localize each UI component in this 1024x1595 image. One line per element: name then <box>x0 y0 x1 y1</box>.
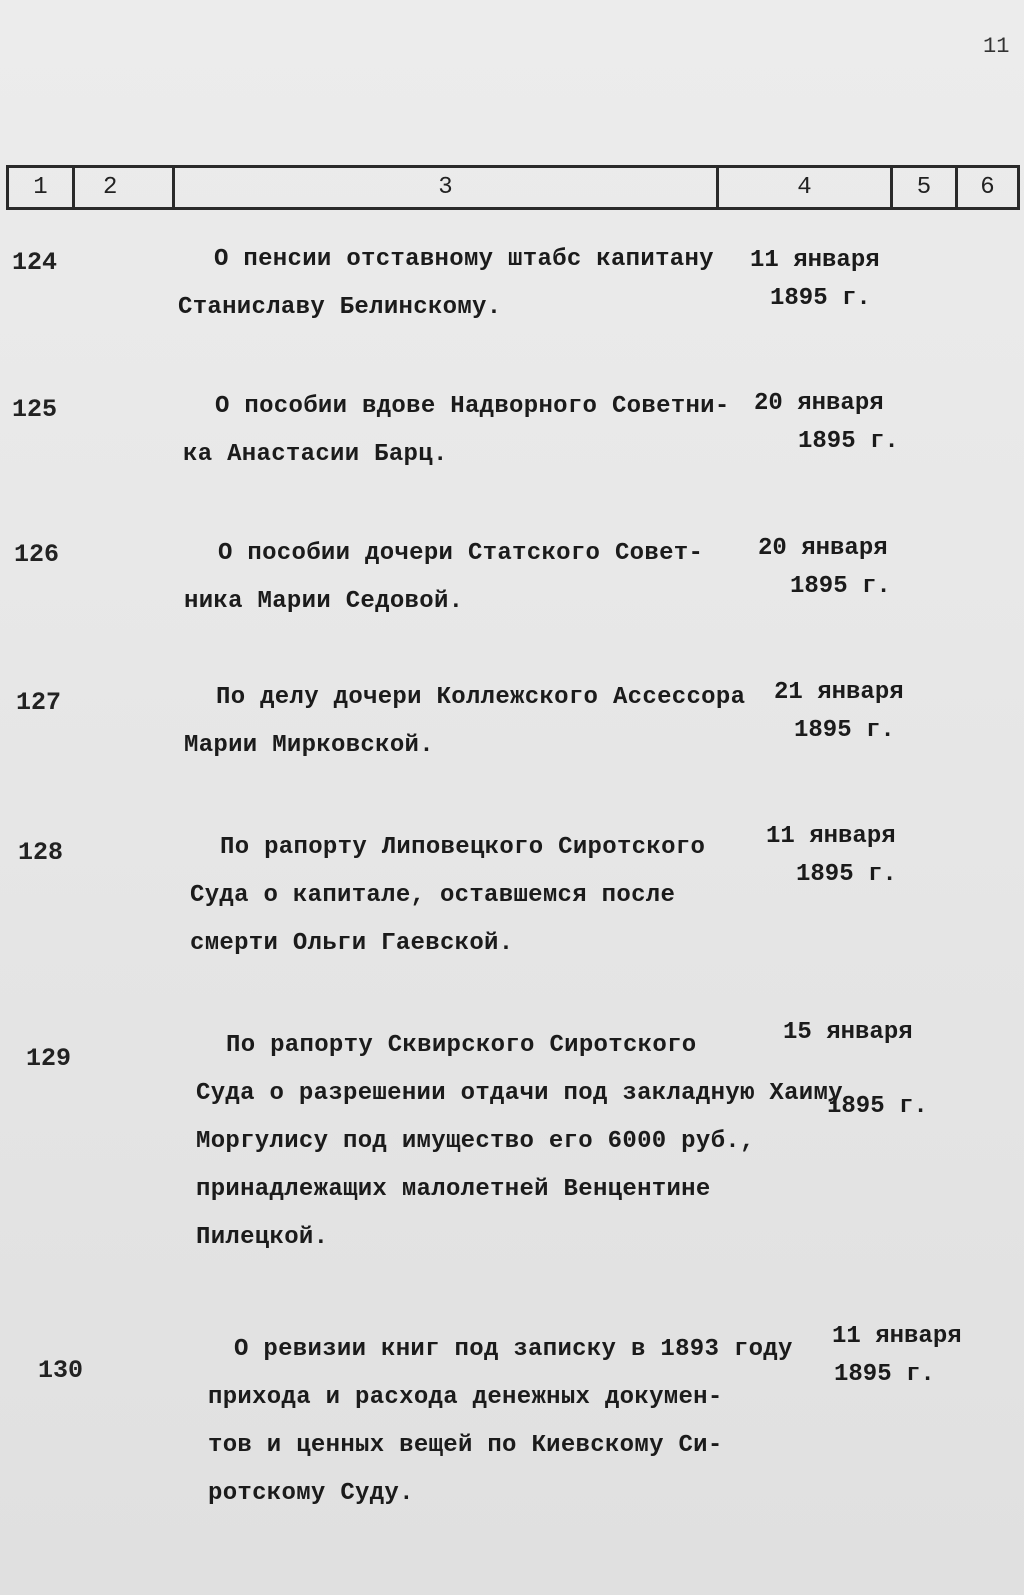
date-day-month: 15 января <box>783 1019 913 1046</box>
description-line: ка Анастасии Барц. <box>183 441 448 468</box>
page-number: 11 <box>983 34 1010 59</box>
date-year: 1895 г. <box>770 285 871 312</box>
header-divider <box>1017 165 1020 210</box>
date-year: 1895 г. <box>798 428 899 455</box>
date-year: 1895 г. <box>834 1361 935 1388</box>
entry-date <box>832 1318 962 1394</box>
description-line: Суда о капитале, оставшемся после <box>190 882 676 909</box>
date-year: 1895 г. <box>790 573 891 600</box>
date-day-month: 20 января <box>758 535 888 562</box>
date-year: 1895 г. <box>794 717 895 744</box>
entry-date <box>783 1014 928 1126</box>
description-line: Суда о разрешении отдачи под закладную Хаиму <box>196 1080 843 1107</box>
entry-number: 126 <box>14 540 60 569</box>
description-line: ника Марии Седовой. <box>184 588 464 615</box>
date-day-month: 20 января <box>754 390 884 417</box>
entry-description <box>184 530 703 626</box>
entry-date <box>758 530 891 606</box>
header-col-2: 2 <box>103 174 118 201</box>
header-bottom-rule <box>6 207 1020 210</box>
description-line: тов и ценных вещей по Киевскому Си- <box>208 1432 723 1459</box>
description-line: По рапорту Липовецкого Сиротского <box>220 834 706 861</box>
entry-date <box>774 674 904 750</box>
entry-description <box>190 824 705 968</box>
header-col-1: 1 <box>33 174 48 201</box>
entry-number: 124 <box>12 248 58 277</box>
entry-number: 130 <box>38 1356 84 1385</box>
header-col-6: 6 <box>980 174 995 201</box>
entry-number: 128 <box>18 838 64 867</box>
date-day-month: 11 января <box>832 1323 962 1350</box>
entry-description <box>196 1022 843 1262</box>
date-year: 1895 г. <box>827 1093 928 1120</box>
entry-date <box>750 242 880 318</box>
description-line: О пенсии отставному штабс капитану <box>214 246 714 273</box>
description-line: Станиславу Белинскому. <box>178 294 502 321</box>
date-day-month: 21 января <box>774 679 904 706</box>
entry-date <box>766 818 897 894</box>
entry-description <box>183 383 730 479</box>
description-line: О пособии вдове Надворного Советни- <box>215 393 730 420</box>
description-line: принадлежащих малолетней Венцентине <box>196 1176 711 1203</box>
description-line: По делу дочери Коллежского Ассессора <box>216 684 746 711</box>
entry-date <box>754 385 899 461</box>
description-line: О ревизии книг под записку в 1893 году <box>234 1336 793 1363</box>
description-line: ротскому Суду. <box>208 1480 414 1507</box>
entry-number: 127 <box>16 688 62 717</box>
header-col-5: 5 <box>916 174 932 201</box>
description-line: Марии Мирковской. <box>184 732 434 759</box>
date-day-month: 11 января <box>750 247 880 274</box>
date-day-month: 11 января <box>766 823 896 850</box>
date-year: 1895 г. <box>796 861 897 888</box>
column-header-row <box>0 160 1024 210</box>
description-line: О пособии дочери Статского Совет- <box>218 540 704 567</box>
description-line: смерти Ольги Гаевской. <box>190 930 514 957</box>
header-col-3: 3 <box>438 174 453 201</box>
entry-number: 125 <box>12 395 58 424</box>
description-line: Моргулису под имущество его 6000 руб., <box>196 1128 755 1155</box>
description-line: прихода и расхода денежных докумен- <box>208 1384 723 1411</box>
entry-number: 129 <box>26 1044 72 1073</box>
header-top-rule <box>6 165 1020 168</box>
entry-description <box>208 1326 793 1518</box>
description-line: По рапорту Сквирского Сиротского <box>226 1032 697 1059</box>
entry-description <box>184 674 745 770</box>
entry-description <box>178 236 714 332</box>
description-line: Пилецкой. <box>196 1224 329 1251</box>
header-col-4: 4 <box>797 174 812 201</box>
